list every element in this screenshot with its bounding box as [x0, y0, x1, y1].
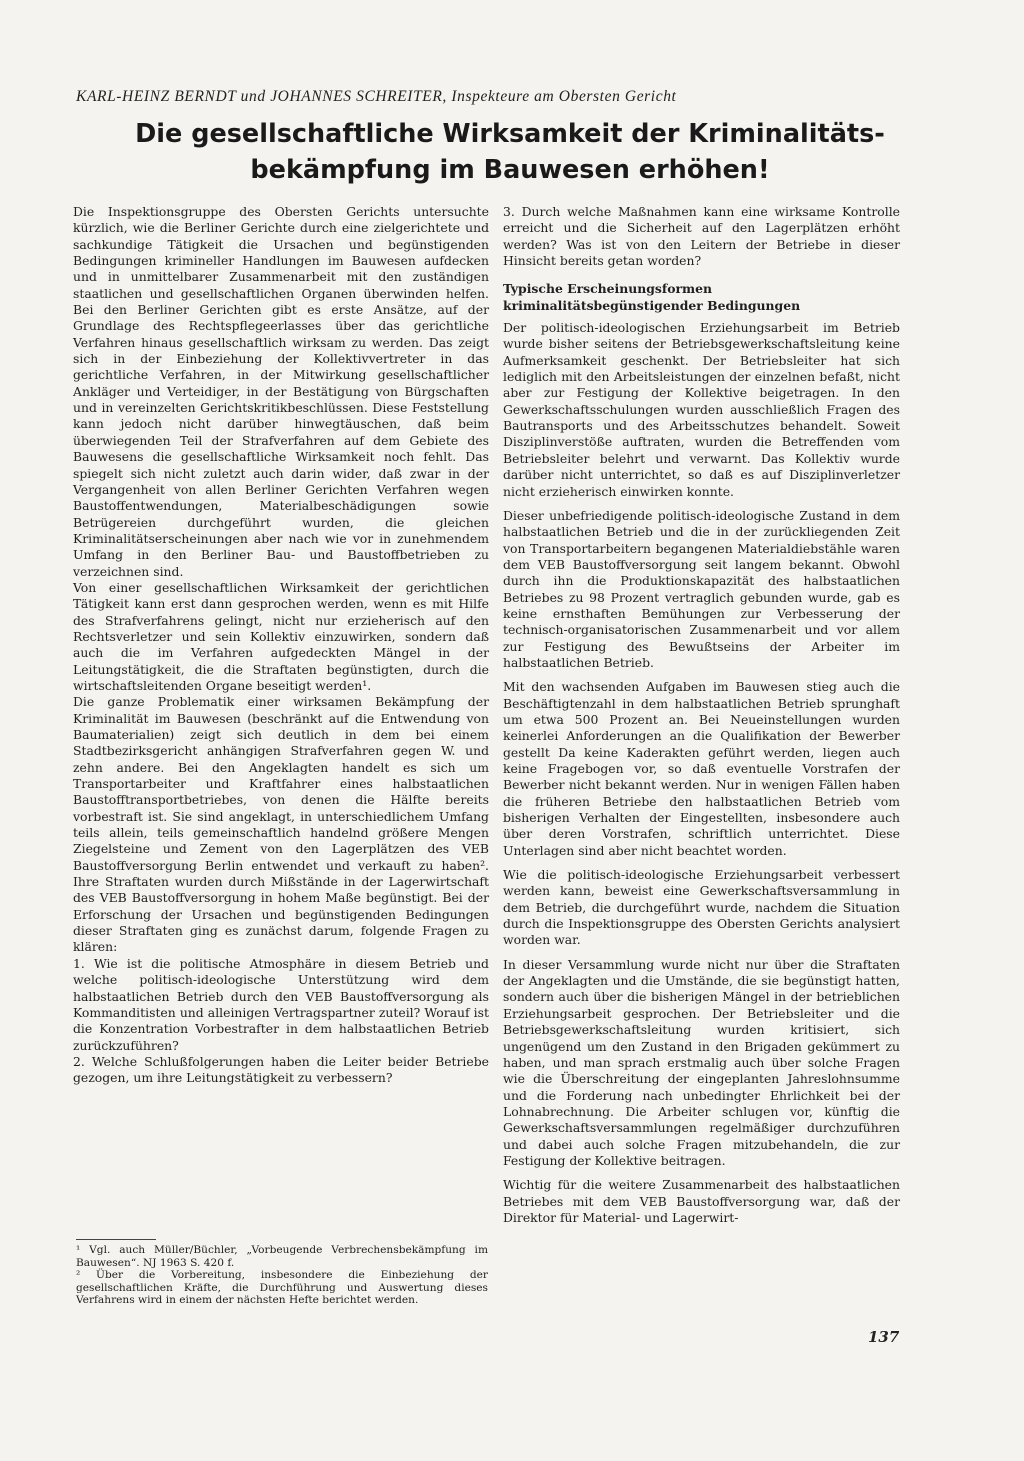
author-line: KARL-HEINZ BERNDT und JOHANNES SCHREITER, Inspekteure am Obersten Gericht	[76, 88, 677, 105]
article-title-line-2: bekämpfung im Bauwesen erhöhen!	[250, 155, 770, 185]
article-title	[120, 116, 900, 188]
footnote: ² Über die Vorbereitung, insbesondere die Einbeziehung der gesellschaftlichen Kräfte, die Durchführung und Auswertung dieses Verfahrens wird in einem der nächsten Hefte berichtet werden.	[76, 1269, 488, 1307]
paragraph: Der politisch-ideologischen Erziehungsarbeit im Betrieb wurde bisher seitens der Betriebsgewerkschaftsleitung keine Aufmerksamkeit geschenkt. Der Betriebsleiter hat sich lediglich mit den Arbeitsleistungen der einzelnen befaßt, nicht aber zur Festigung der Kollektive beigetragen. In den Gewerkschaftsschulungen wurden ausschließlich Fragen des Bautransports und des Arbeitsschutzes behandelt. Soweit Disziplinverstöße auftraten, wurden die Betreffenden vom Betriebsleiter belehrt und verwarnt. Das Kollektiv wurde darüber nicht unterrichtet, so daß es auf Disziplinverletzer nicht erzieherisch einwirken konnte.	[503, 320, 900, 499]
question-item: 2. Welche Schlußfolgerungen haben die Leiter beider Betriebe gezogen, um ihre Leitungstätigkeit zu verbessern?	[73, 1053, 489, 1086]
section-heading	[503, 281, 900, 314]
left-column	[73, 204, 489, 1087]
footnote: ¹ Vgl. auch Müller/Büchler, „Vorbeugende Verbrechensbekämpfung im Bauwesen“. NJ 1963 S. 420 f.	[76, 1244, 488, 1269]
section-heading-line-1: Typische Erscheinungsformen	[503, 281, 713, 297]
article-title-line-1: Die gesellschaftliche Wirksamkeit der Kriminalitäts-	[135, 119, 885, 149]
page-number: 137	[868, 1328, 900, 1346]
question-item: 1. Wie ist die politische Atmosphäre in diesem Betrieb und welche politisch-ideologische Unterstützung wird dem halbstaatlichen Betrieb durch den VEB Baustoffversorgung als Kommanditisten und alleinigen Vertragspartner zuteil? Worauf ist die Konzentration Vorbestrafter in dem halbstaatlichen Betrieb zurückzuführen?	[73, 955, 489, 1053]
paragraph: Wie die politisch-ideologische Erziehungsarbeit verbessert werden kann, beweist eine Gewerkschaftsversammlung in dem Betrieb, die durchgeführt wurde, nachdem die Situation durch die Inspektionsgruppe des Obersten Gerichts analysiert worden war.	[503, 867, 900, 948]
paragraph: In dieser Versammlung wurde nicht nur über die Straftaten der Angeklagten und die Umstände, die sie begünstigt hatten, sondern auch über die bisherigen Mängel in der betrieblichen Erziehungsarbeit gesprochen. Der Betriebsleiter und die Betriebsgewerkschaftsleitung wurden kritisiert, sich ungenügend um den Zustand in den Brigaden gekümmert zu haben, und man sprach erstmalig auch über solche Fragen wie die Überschreitung der eingeplanten Jahreslohnsumme und die Forderung nach unbedingter Ehrlichkeit bei der Lohnabrechnung. Die Arbeiter schlugen vor, künftig die Gewerkschaftsversammlungen regelmäßiger durchzuführen und dabei auch solche Fragen mitzubehandeln, die zur Festigung der Kollektive beitragen.	[503, 956, 900, 1168]
paragraph: Die ganze Problematik einer wirksamen Bekämpfung der Kriminalität im Bauwesen (beschränkt auf die Entwendung von Baumaterialien) zeigt sich deutlich in dem bei einem Stadtbezirksgericht anhängigen Strafverfahren gegen W. und zehn andere. Bei den Angeklagten handelt es sich um Transportarbeiter und Kraftfahrer eines halbstaatlichen Baustofftransportbetriebes, von denen die Hälfte bereits vorbestraft ist. Sie sind angeklagt, in unterschiedlichem Umfang teils allein, teils gemeinschaftlich handelnd größere Mengen Ziegelsteine und Zement von den Lagerplätzen des VEB Baustoffversorgung Berlin entwendet und verkauft zu haben². Ihre Straftaten wurden durch Mißstände in der Lagerwirtschaft des VEB Baustoffversorgung in hohem Maße begünstigt. Bei der Erforschung der Ursachen und begünstigenden Bedingungen dieser Straftaten ging es zunächst darum, folgende Fragen zu klären:	[73, 694, 489, 955]
right-column	[503, 204, 900, 1226]
paragraph: Von einer gesellschaftlichen Wirksamkeit der gerichtlichen Tätigkeit kann erst dann gesprochen werden, wenn es mit Hilfe des Strafverfahrens gelingt, nicht nur erzieherisch auf den Rechtsverletzer und sein Kollektiv einzuwirken, sondern daß auch die im Verfahren aufgedeckten Mängel in der Leitungstätigkeit, die die Straftaten begünstigten, durch die wirtschaftsleitenden Organe beseitigt werden¹.	[73, 579, 489, 693]
paragraph: Dieser unbefriedigende politisch-ideologische Zustand in dem halbstaatlichen Betrieb und die in der zurückliegenden Zeit von Transportarbeitern begangenen Materialdiebstähle waren dem VEB Baustoffversorgung seit langem bekannt. Obwohl durch ihn die Produktionskapazität des halbstaatlichen Betriebes zu 98 Prozent vertraglich gebunden wurde, gab es keine ernsthaften Bemühungen zur Verbesserung der technisch-organisatorischen Zusammenarbeit und vor allem zur Festigung des Bewußtseins der Arbeiter im halbstaatlichen Betrieb.	[503, 507, 900, 670]
footnotes	[76, 1244, 488, 1307]
footnote-divider	[76, 1239, 156, 1240]
paragraph: Mit den wachsenden Aufgaben im Bauwesen stieg auch die Beschäftigtenzahl in dem halbstaatlichen Betrieb sprunghaft um etwa 500 Prozent an. Bei Neueinstellungen wurden keinerlei Anforderungen an die Qualifikation der Bewerber gestellt Da keine Kaderakten geführt werden, liegen auch keine Fragebogen vor, so daß eventuelle Vorstrafen der Bewerber nicht bekannt werden. Nur in wenigen Fällen haben die früheren Betriebe den halbstaatlichen Betrieb vom bisherigen Verhalten der Eingestellten, insbesondere auch über deren Vorstrafen, schriftlich unterrichtet. Diese Unterlagen sind aber nicht beachtet worden.	[503, 679, 900, 858]
section-heading-line-2: kriminalitätsbegünstigender Bedingungen	[503, 297, 801, 313]
question-item: 3. Durch welche Maßnahmen kann eine wirksame Kontrolle erreicht und die Sicherheit auf den Lagerplätzen erhöht werden? Was ist von den Leitern der Betriebe in dieser Hinsicht bereits getan worden?	[503, 204, 900, 269]
paragraph: Wichtig für die weitere Zusammenarbeit des halbstaatlichen Betriebes mit dem VEB Baustoffversorgung war, daß der Direktor für Material- und Lagerwirt-	[503, 1177, 900, 1225]
paragraph: Die Inspektionsgruppe des Obersten Gerichts untersuchte kürzlich, wie die Berliner Gerichte durch eine zielgerichtete und sachkundige Tätigkeit die Ursachen und begünstigenden Bedingungen krimineller Handlungen im Bauwesen aufdecken und in unmittelbarer Zusammenarbeit mit den zuständigen staatlichen und gesellschaftlichen Organen überwinden helfen. Bei den Berliner Gerichten gibt es erste Ansätze, auf der Grundlage des Rechtspflegeerlasses über das gerichtliche Verfahren hinaus gesellschaftlich wirksam zu werden. Das zeigt sich in der Einbeziehung der Kollektivvertreter in das gerichtliche Verfahren, in der Mitwirkung gesellschaftlicher Ankläger und Verteidiger, in der Bestätigung von Bürgschaften und in vereinzelten Gerichtskritikbeschlüssen. Diese Feststellung kann jedoch nicht darüber hinwegtäuschen, daß beim überwiegenden Teil der Strafverfahren auf dem Gebiete des Bauwesens die gesellschaftliche Wirksamkeit noch fehlt. Das spiegelt sich nicht zuletzt auch darin wider, daß zwar in der Vergangenheit von allen Berliner Gerichten Verfahren wegen Baustoffentwendungen, Materialbeschädigungen sowie Betrügereien durchgeführt wurden, die gleichen Kriminalitätserscheinungen aber nach wie vor in zunehmendem Umfang in den Berliner Bau- und Baustoffbetrieben zu verzeichnen sind.	[73, 204, 489, 579]
